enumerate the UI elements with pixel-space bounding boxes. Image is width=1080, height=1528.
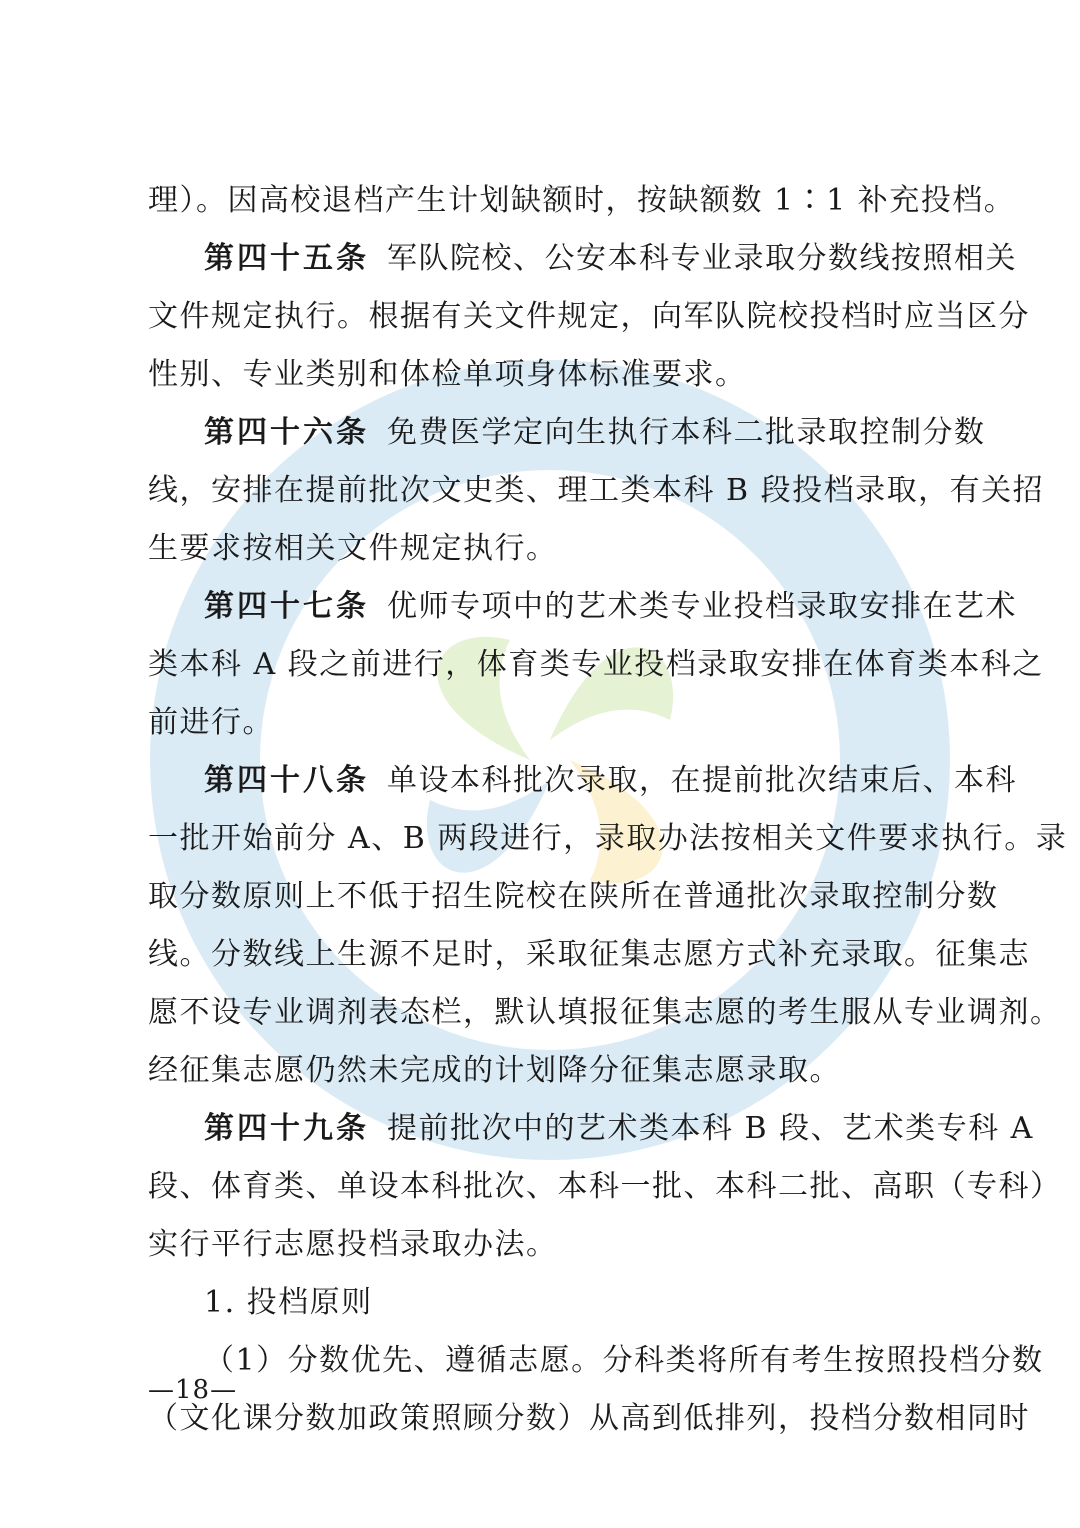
text-line: 段、体育类、单设本科批次、本科一批、本科二批、高职（专科）: [148, 1169, 1062, 1204]
section-heading: 1. 投档原则: [204, 1285, 373, 1320]
text-line: 理）。因高校退档产生计划缺额时，按缺额数 1∶1 补充投档。: [148, 183, 1016, 218]
text-line: 前进行。: [148, 705, 274, 740]
text-line: 一批开始前分 A、B 两段进行，录取办法按相关文件要求执行。录: [148, 821, 1068, 856]
text-line: 类本科 A 段之前进行，体育类专业投档录取安排在体育类本科之: [148, 647, 1044, 682]
page-number: —18—: [148, 1375, 238, 1405]
article-heading: 第四十九条: [204, 1111, 369, 1146]
text-line: 线。分数线上生源不足时，采取征集志愿方式补充录取。征集志: [148, 937, 1030, 972]
text-line: （文化课分数加政策照顾分数）从高到低排列，投档分数相同时: [148, 1401, 1030, 1436]
article-45: 第四十五条 军队院校、公安本科专业录取分数线按照相关: [204, 241, 1017, 276]
article-46: 第四十六条 免费医学定向生执行本科二批录取控制分数: [204, 415, 986, 450]
text-line: （1）分数优先、遵循志愿。分科类将所有考生按照投档分数: [204, 1343, 1044, 1378]
article-47: 第四十七条 优师专项中的艺术类专业投档录取安排在艺术: [204, 589, 1017, 624]
document-body: [148, 172, 1068, 1448]
text-line: 经征集志愿仍然未完成的计划降分征集志愿录取。: [148, 1053, 841, 1088]
text-line: 愿不设专业调剂表态栏，默认填报征集志愿的考生服从专业调剂。: [148, 995, 1062, 1030]
text-line: 生要求按相关文件规定执行。: [148, 531, 558, 566]
article-heading: 第四十六条: [204, 415, 369, 450]
text-line: 线，安排在提前批次文史类、理工类本科 B 段投档录取，有关招: [148, 473, 1045, 508]
article-heading: 第四十五条: [204, 241, 369, 276]
text-line: 实行平行志愿投档录取办法。: [148, 1227, 558, 1262]
text-line: 性别、专业类别和体检单项身体标准要求。: [148, 357, 747, 392]
text-line: 取分数原则上不低于招生院校在陕所在普通批次录取控制分数: [148, 879, 999, 914]
article-heading: 第四十八条: [204, 763, 369, 798]
article-heading: 第四十七条: [204, 589, 369, 624]
article-48: 第四十八条 单设本科批次录取，在提前批次结束后、本科: [204, 763, 1017, 798]
text-line: 文件规定执行。根据有关文件规定，向军队院校投档时应当区分: [148, 299, 1030, 334]
article-49: 第四十九条 提前批次中的艺术类本科 B 段、艺术类专科 A: [204, 1111, 1034, 1146]
